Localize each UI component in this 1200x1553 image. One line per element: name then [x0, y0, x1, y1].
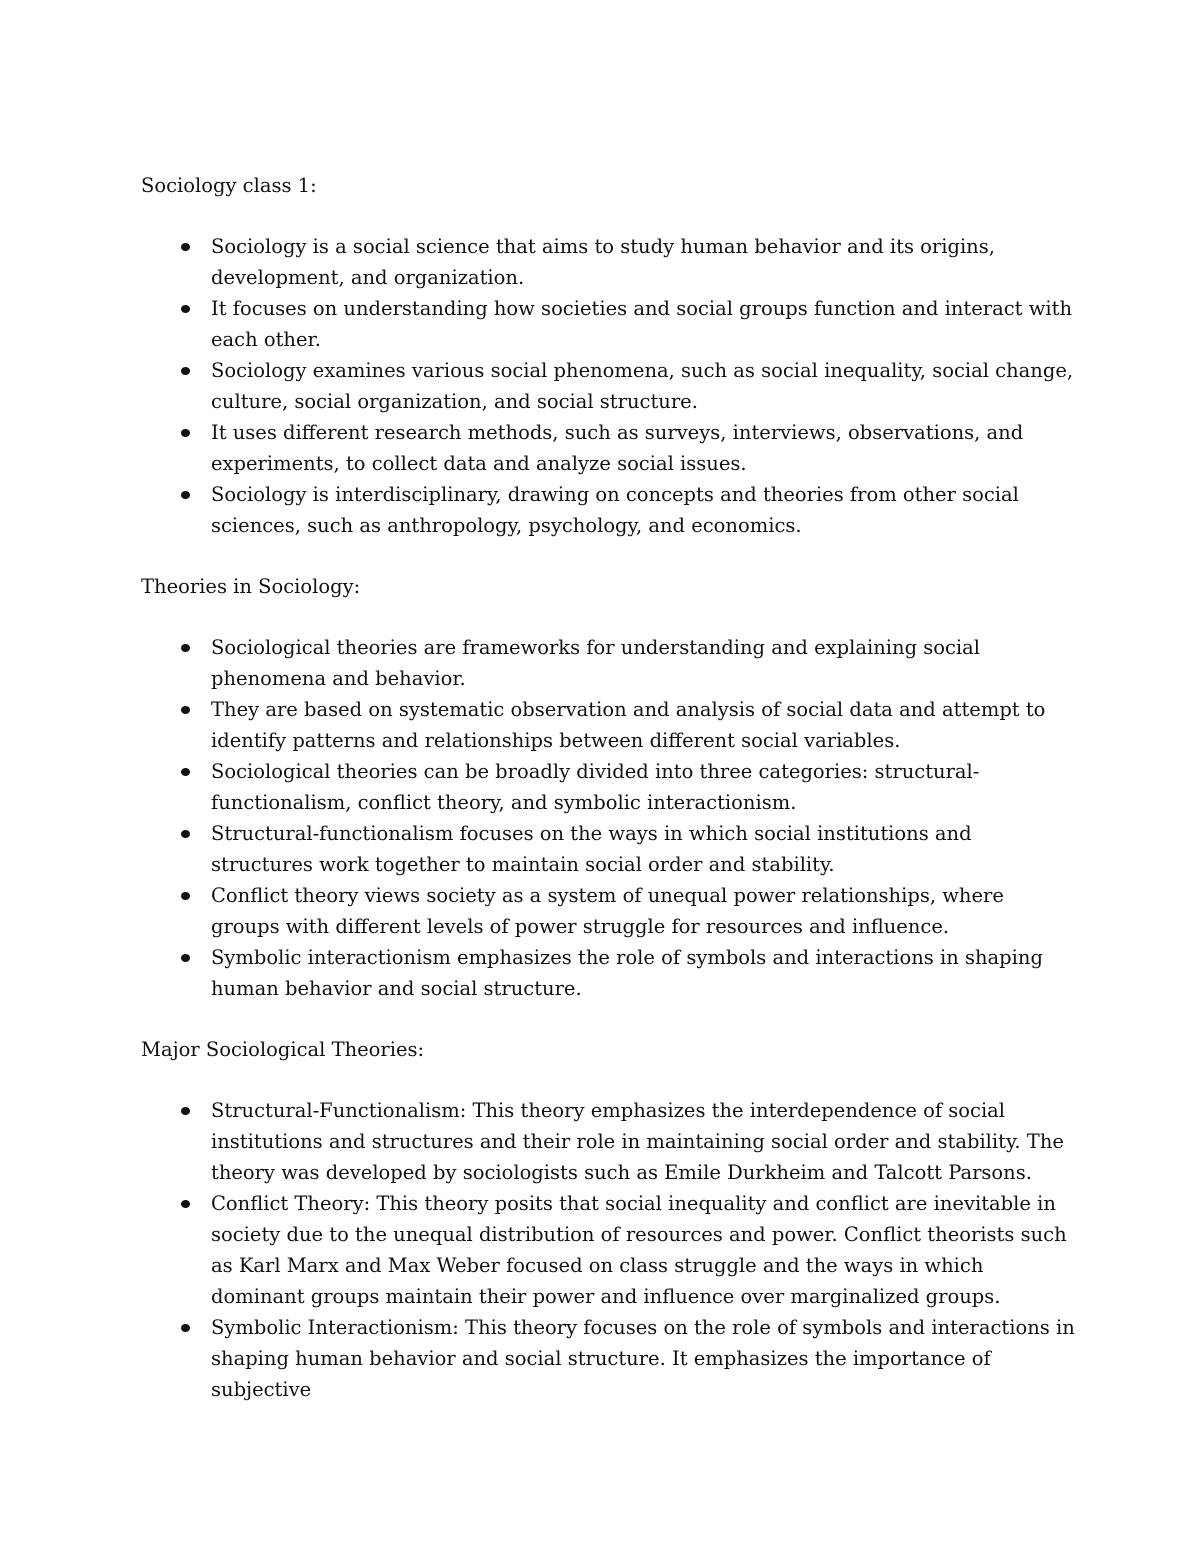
- list-item: [141, 818, 1076, 880]
- bullet-list: [141, 632, 1076, 1004]
- bullet-icon: [181, 243, 190, 251]
- section-heading: Major Sociological Theories:: [141, 1038, 425, 1061]
- bullet-icon: [181, 830, 190, 838]
- section-heading: Sociology class 1:: [141, 174, 317, 197]
- bullet-icon: [181, 644, 190, 652]
- list-item: [141, 355, 1076, 417]
- list-item: [141, 1312, 1076, 1405]
- bullet-icon: [181, 768, 190, 776]
- bullet-icon: [181, 429, 190, 437]
- bullet-icon: [181, 1107, 190, 1115]
- section-major-sociological-theories: [141, 1034, 1076, 1405]
- bullet-icon: [181, 706, 190, 714]
- list-item-text: Sociology examines various social phenomena, such as social inequality, social change, culture, social organization, and social structure.: [211, 359, 1074, 413]
- list-item: [141, 756, 1076, 818]
- section-sociology-class-1: [141, 170, 1076, 541]
- section-heading: Theories in Sociology:: [141, 575, 361, 598]
- list-item-text: Structural-Functionalism: This theory emphasizes the interdependence of social institutions and structures and their role in maintaining social order and stability. The theory was developed by sociologists such as Emile Durkheim and Talcott Parsons.: [211, 1099, 1064, 1184]
- list-item: [141, 632, 1076, 694]
- bullet-icon: [181, 491, 190, 499]
- list-item: [141, 479, 1076, 541]
- list-item-text: Conflict Theory: This theory posits that social inequality and conflict are inevitable in society due to the unequal distribution of resources and power. Conflict theorists such as Karl Marx and Max Weber focused on class struggle and the ways in which dominant groups maintain their power and influence over marginalized groups.: [211, 1192, 1067, 1308]
- list-item: [141, 880, 1076, 942]
- bullet-icon: [181, 1324, 190, 1332]
- list-item-text: Symbolic interactionism emphasizes the role of symbols and interactions in shaping human behavior and social structure.: [211, 946, 1043, 1000]
- bullet-icon: [181, 305, 190, 313]
- list-item: [141, 942, 1076, 1004]
- list-item-text: Sociology is interdisciplinary, drawing on concepts and theories from other social sciences, such as anthropology, psychology, and economics.: [211, 483, 1019, 537]
- list-item-text: It uses different research methods, such as surveys, interviews, observations, and experiments, to collect data and analyze social issues.: [211, 421, 1024, 475]
- list-item-text: Conflict theory views society as a system of unequal power relationships, where groups with different levels of power struggle for resources and influence.: [211, 884, 1004, 938]
- bullet-list: [141, 231, 1076, 541]
- list-item-text: Structural-functionalism focuses on the ways in which social institutions and structures work together to maintain social order and stability.: [211, 822, 972, 876]
- list-item: [141, 1095, 1076, 1188]
- bullet-icon: [181, 1200, 190, 1208]
- bullet-list: [141, 1095, 1076, 1405]
- bullet-icon: [181, 954, 190, 962]
- list-item: [141, 1188, 1076, 1312]
- list-item-text: Sociology is a social science that aims to study human behavior and its origins, development, and organization.: [211, 235, 995, 289]
- list-item-text: They are based on systematic observation and analysis of social data and attempt to identify patterns and relationships between different social variables.: [211, 698, 1046, 752]
- list-item-text: Sociological theories are frameworks for understanding and explaining social phenomena and behavior.: [211, 636, 981, 690]
- bullet-icon: [181, 367, 190, 375]
- document-page: [141, 170, 1076, 1435]
- list-item: [141, 293, 1076, 355]
- list-item: [141, 417, 1076, 479]
- list-item-text: It focuses on understanding how societies and social groups function and interact with each other.: [211, 297, 1073, 351]
- list-item-text: Symbolic Interactionism: This theory focuses on the role of symbols and interactions in shaping human behavior and social structure. It emphasizes the importance of subjective: [211, 1316, 1075, 1401]
- list-item-text: Sociological theories can be broadly divided into three categories: structural-functionalism, conflict theory, and symbolic interactionism.: [211, 760, 980, 814]
- bullet-icon: [181, 892, 190, 900]
- list-item: [141, 231, 1076, 293]
- list-item: [141, 694, 1076, 756]
- section-theories-in-sociology: [141, 571, 1076, 1004]
